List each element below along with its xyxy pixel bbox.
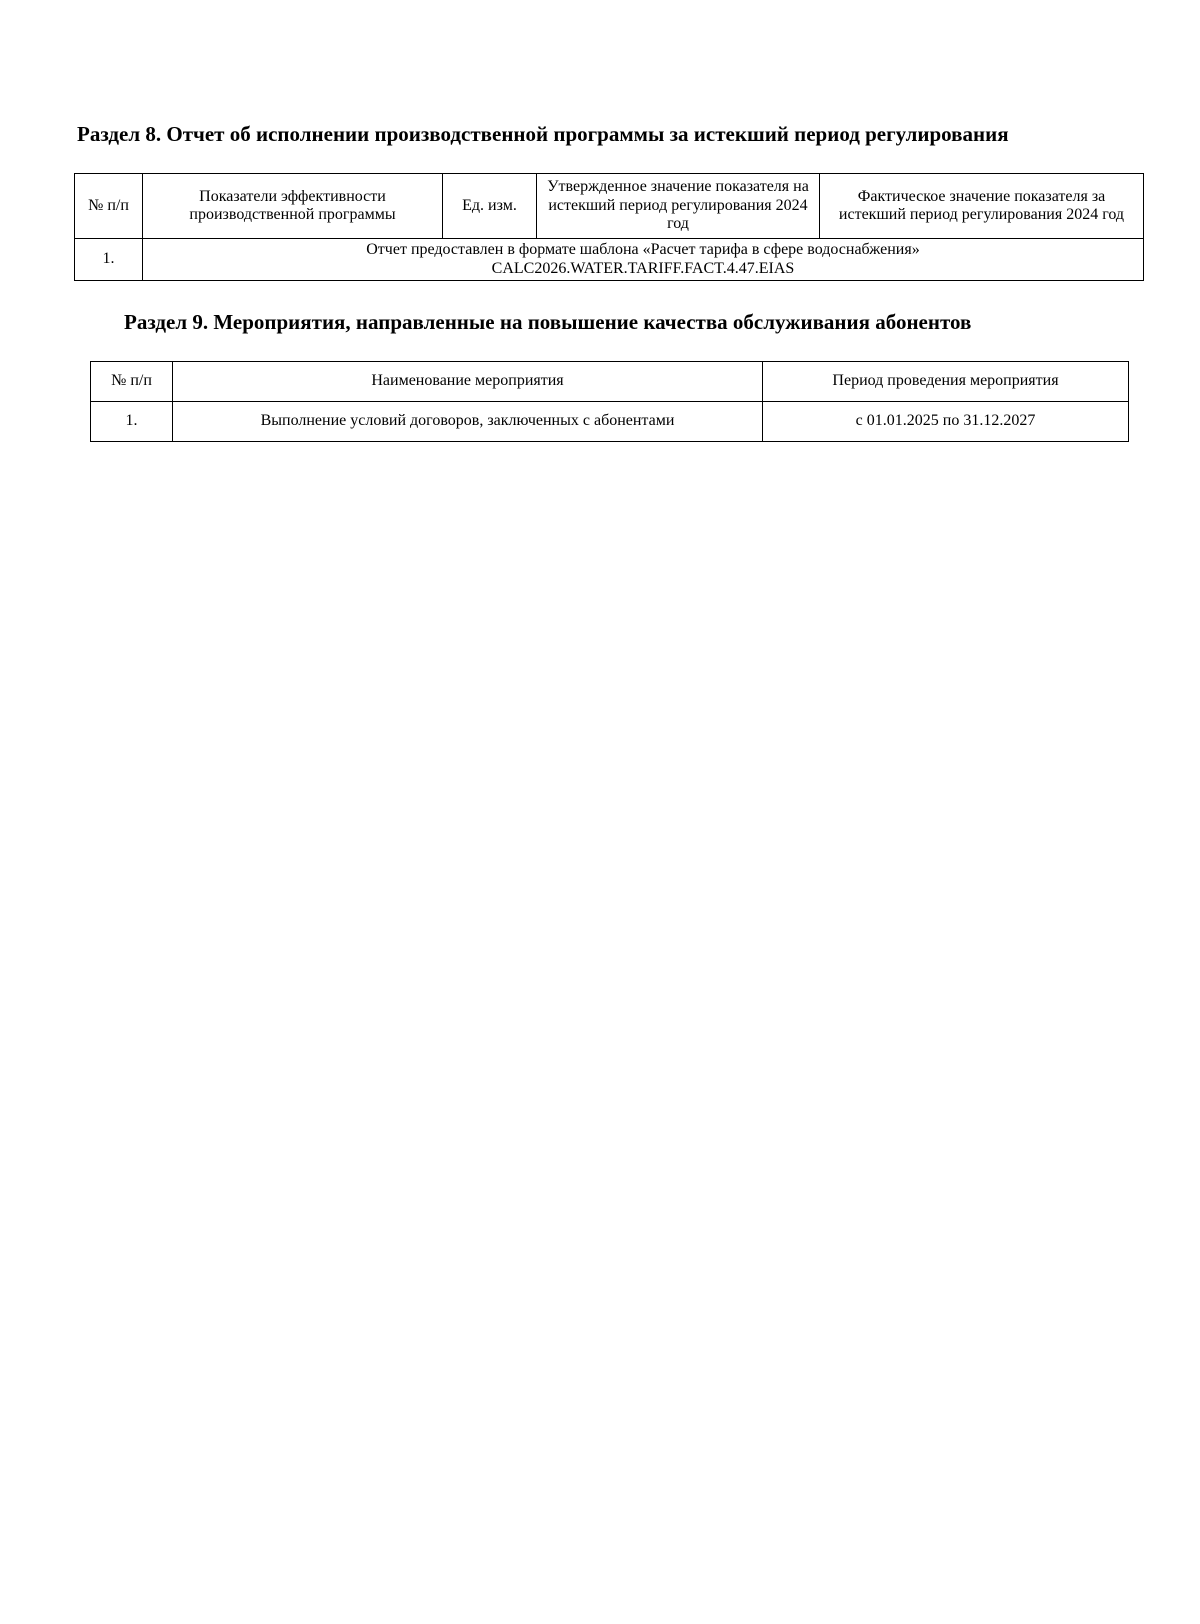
section-8-title: Раздел 8. Отчет об исполнении производственной программы за истекший период регулирования bbox=[77, 122, 1009, 146]
row-number: 1. bbox=[75, 239, 143, 281]
report-note-line-1: Отчет предоставлен в формате шаблона «Расчет тарифа в сфере водоснабжения» bbox=[366, 241, 920, 259]
column-header-number: № п/п bbox=[75, 174, 143, 239]
column-header-unit: Ед. изм. bbox=[443, 174, 537, 239]
table-row bbox=[91, 402, 1129, 442]
report-note-line-2: CALC2026.WATER.TARIFF.FACT.4.47.EIAS bbox=[491, 259, 795, 277]
section-9-title: Раздел 9. Мероприятия, направленные на повышение качества обслуживания абонентов bbox=[124, 310, 972, 334]
row-number: 1. bbox=[91, 402, 173, 442]
report-note-cell bbox=[143, 239, 1144, 281]
table-header-row bbox=[75, 174, 1144, 239]
column-header-indicators: Показатели эффективности производственной программы bbox=[143, 174, 443, 239]
table-header-row bbox=[91, 362, 1129, 402]
table-row bbox=[75, 239, 1144, 281]
column-header-period: Период проведения мероприятия bbox=[763, 362, 1129, 402]
activity-name: Выполнение условий договоров, заключенных с абонентами bbox=[173, 402, 763, 442]
section-9-table bbox=[90, 361, 1129, 442]
column-header-actual-value: Фактическое значение показателя за истекший период регулирования 2024 год bbox=[820, 174, 1144, 239]
section-8-table bbox=[74, 173, 1144, 281]
column-header-approved-value: Утвержденное значение показателя на истекший период регулирования 2024 год bbox=[537, 174, 820, 239]
activity-period: с 01.01.2025 по 31.12.2027 bbox=[763, 402, 1129, 442]
column-header-number: № п/п bbox=[91, 362, 173, 402]
column-header-activity-name: Наименование мероприятия bbox=[173, 362, 763, 402]
